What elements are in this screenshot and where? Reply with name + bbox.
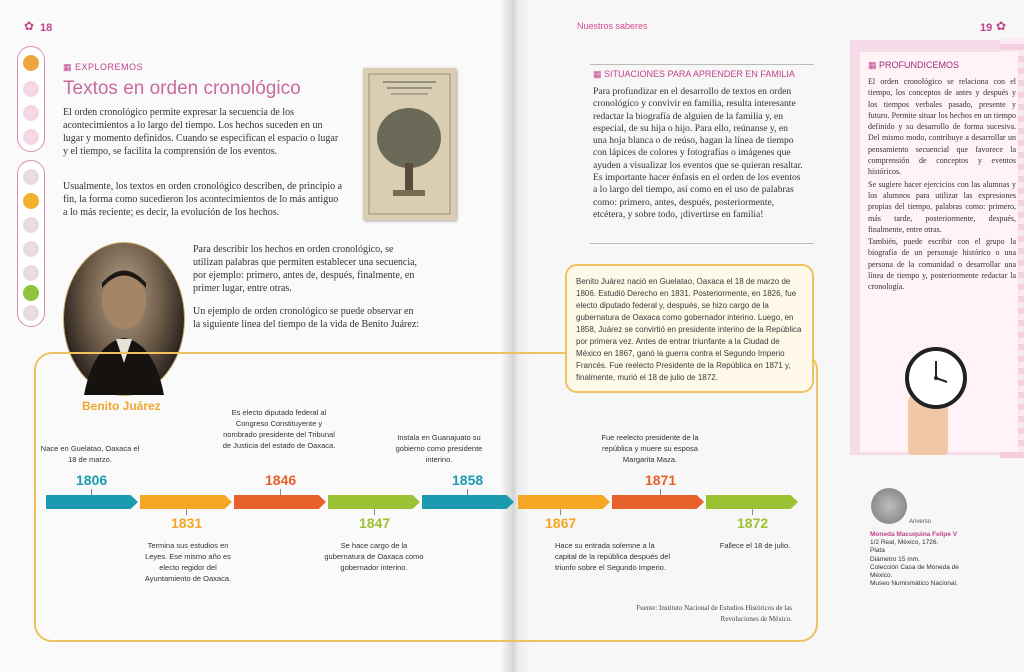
profundicemos-paragraph-1: El orden cronológico se relaciona con el tiempo, los conceptos de antes y después y los tiempos verbales pasado, presente y futuro. Permite situar los hechos en un tiempo definido y su desarrollo de forma sucesiva. Del mismo modo, contribuye a desarrollar un pensamiento secuencial que favorece la comprensión de conceptos y eventos históricos. <box>868 77 1016 177</box>
year-1846: 1846 <box>265 472 297 488</box>
year-1867: 1867 <box>545 515 577 531</box>
event-text-1871: Fue reelecto presidente de la república y muere su esposa Margarita Maza. <box>601 433 699 464</box>
bird-icon <box>23 217 39 233</box>
leaf-icon <box>23 169 39 185</box>
exploremos-label: ▦ EXPLOREMOS <box>63 62 144 72</box>
profundicemos-paragraph-3: También, puede escribir con el grupo la biografía de un personaje histórico o una persona de la comunidad o desarrollar una línea de tiempo y, posteriormente redactar la cronología. <box>868 237 1016 292</box>
family-text: Para profundizar en el desarrollo de textos en orden cronológico y convivir en familia, resulta interesante redactar la biografía de alguien de la familia y, en especial, de su hija o hijo. Para ello, reúnanse y, en una hoja blanca o de reúso, hagan la línea de tiempo con lápices de colores y fotografías o imágenes que ayuden a visualizar los eventos que se quieran resaltar. Es importante hacer énfasis en el orden de los eventos a lo largo del tiempo, así como en el uso de palabras como: primero, antes, después, posteriormente, etcétera, y sobre todo, ¡divertirse en familia! <box>593 86 803 220</box>
event-text-1831: Termina sus estudios en Leyes. Ese mismo año es electo regidor del Ayuntamiento de Oaxaca. <box>144 541 232 583</box>
page-number-right: 19 <box>980 22 993 34</box>
event-text-1872: Fallece el 18 de julio. <box>719 541 791 550</box>
year-1871: 1871 <box>645 472 677 488</box>
profundicemos-paragraph-2: Se sugiere hacer ejercicios con las alumnas y los alumnos para utilizar las expresiones propias del tiempo, palabras como: primero, más tarde, posteriormente, después, finalmente, entre otras. <box>868 179 1016 234</box>
fourth-paragraph: Un ejemplo de orden cronológico se puede observar en la siguiente línea del tiempo de la vida de Benito Juárez: <box>193 306 420 330</box>
event-text-1867: Hace su entrada solemne a la capital de la república después del triunfo sobre el Segundo Imperio. <box>555 541 671 572</box>
timeline-arrow-1806 <box>46 495 138 509</box>
flag-icon <box>23 285 39 301</box>
coin-line-3: Diámetro 15 mm. <box>870 555 920 563</box>
timeline-arrow-1867 <box>518 495 610 509</box>
biography-text: Benito Juárez nació en Guelatao, Oaxaca el 18 de marzo de 1806. Estudió Derecho en 1831. Posteriormente, en 1826, fue electo diputado federal y, después, se hizo cargo de la gubernatura de Oaxaca como gobernador interino. Luego, en 1858, Juárez se convirtió en presidente interino de la República por primera vez. Antes de entrar triunfante a la Ciudad de México en 1867, ganó la guerra contra el Segundo Imperio Francés. Fue reelecto Presidente de la República en 1871 y, finalmente, murió el 18 de julio de 1872. <box>576 277 802 382</box>
page-title: Textos en orden cronológico <box>63 78 301 99</box>
page-ornament-icon: ✿ <box>24 19 35 33</box>
tick-1858 <box>467 489 468 495</box>
coin-line-4: Colección Casa de Moneda de México. <box>870 563 959 580</box>
event-text-1846: Es electo diputado federal al Congreso Constituyente y nombrado presidente del Tribunal de Justicia del estado de Oaxaca. <box>222 408 336 450</box>
people-icon <box>23 105 39 121</box>
coin-line-2: Plata <box>870 547 885 555</box>
profundicemos-text <box>868 76 1016 293</box>
tick-1871 <box>660 489 661 495</box>
coin-line-5: Museo Numismático Nacional. <box>870 580 958 588</box>
timeline-arrow-1846 <box>234 495 326 509</box>
sidebar-icons-bottom <box>17 160 45 327</box>
circle-icon <box>23 81 39 97</box>
year-1858: 1858 <box>452 472 484 488</box>
hand-icon <box>23 265 39 281</box>
coin-line-1: 1/2 Real, México, 1726. <box>870 539 939 547</box>
timeline-source: Fuente: Instituto Nacional de Estudios Históricos de las Revoluciones de México. <box>636 604 792 623</box>
page-number-left: 18 <box>40 22 53 34</box>
year-1806: 1806 <box>76 472 108 488</box>
year-1831: 1831 <box>171 515 203 531</box>
family-section-label: ▦ SITUACIONES PARA APRENDER EN FAMILIA <box>593 69 795 79</box>
third-paragraph: Para describir los hechos en orden cronológico, se utilizan palabras que permiten establecer una secuencia, por ejemplo: primero, antes de, después, finalmente, en primer lugar, entre otras. <box>193 244 418 294</box>
year-1847: 1847 <box>359 515 391 531</box>
spiral-icon <box>23 305 39 321</box>
person-name: Benito Juárez <box>82 399 161 413</box>
coin-caption <box>870 531 970 588</box>
timeline-arrow-1847 <box>328 495 420 509</box>
family-top-rule <box>590 64 814 65</box>
hands-icon <box>23 129 39 145</box>
coin-image <box>871 488 907 524</box>
event-text-1847: Se hace cargo de la gubernatura de Oaxaca como gobernador interino. <box>324 541 424 572</box>
book-icon <box>23 241 39 257</box>
sidebar-icons-top <box>17 46 45 152</box>
timeline-arrow-1831 <box>140 495 232 509</box>
timeline-arrow-1871 <box>612 495 704 509</box>
event-text-1806: Nace en Guelatao, Oaxaca el 18 de marzo. <box>40 444 140 464</box>
page-ornament-icon: ✿ <box>996 19 1007 33</box>
book-cover-image <box>363 68 456 220</box>
tick-1806 <box>91 489 92 495</box>
intro-paragraph: El orden cronológico permite expresar la secuencia de los acontecimientos a lo largo del tiempo. Los hechos suceden en un lugar y momento definidos. Cuando se especifican el espacio o lugar y el tiempo, se facilita la comprensión de los eventos. <box>63 107 339 157</box>
coin-title: Moneda Macuquina Felipe V <box>870 531 958 538</box>
event-text-1858: Instala en Guanajuato su gobierno como presidente interino. <box>395 433 483 464</box>
tick-1846 <box>280 489 281 495</box>
running-head: Nuestros saberes <box>577 21 648 31</box>
year-1872: 1872 <box>737 515 769 531</box>
flower-icon <box>23 55 39 71</box>
coin-tag: Anverso <box>909 519 932 525</box>
alarm-clock-icon <box>905 347 967 409</box>
family-bottom-rule <box>590 243 814 244</box>
timeline-arrow-1858 <box>422 495 514 509</box>
sun-icon <box>23 193 39 209</box>
timeline-arrow-1872 <box>706 495 798 509</box>
second-paragraph: Usualmente, los textos en orden cronológico describen, de principio a fin, la forma como sucedieron los acontecimientos de lo más antiguo a lo más reciente; es decir, la evolución de los hechos. <box>63 181 343 218</box>
profundicemos-label: ▦ PROFUNDICEMOS <box>868 60 960 70</box>
